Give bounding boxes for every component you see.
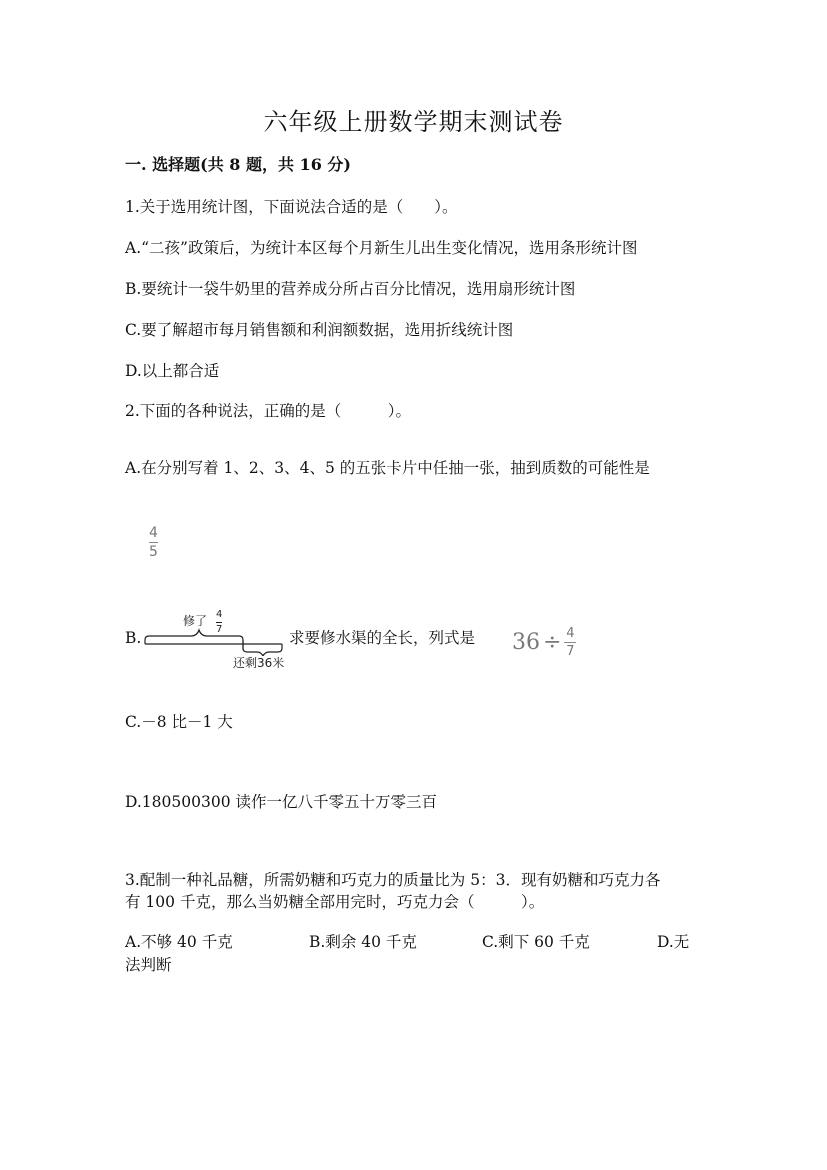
section-heading: 一. 选择题(共 8 题，共 16 分) [125,155,351,174]
diagram-top-label: 修了 [183,614,208,628]
formula-operator: ÷ [543,629,562,655]
fraction-numerator: 4 [149,525,158,541]
canal-diagram [143,610,293,670]
diagram-bottom-label: 还剩36米 [233,656,285,670]
fraction-bar [149,542,158,543]
question-2-option-d: D.180500300 读作一亿八千零五十万零三百 [125,793,437,811]
diagram-fraction-bar [216,622,222,623]
question-3-option-d-line2: 法判断 [125,956,172,974]
formula-fraction [564,626,576,659]
question-3-option-b: B.剩余 40 千克 [309,933,417,951]
formula-numerator: 4 [566,625,575,641]
question-3-option-a: A.不够 40 千克 [125,933,233,951]
question-1-option-a: A.“二孩”政策后，为统计本区每个月新生儿出生变化情况，选用条形统计图 [125,239,638,257]
question-3-option-c: C.剩下 60 千克 [482,933,590,951]
question-1-option-c: C.要了解超市每月销售额和利润额数据，选用折线统计图 [125,321,514,339]
fraction-denominator: 5 [149,544,158,560]
question-3-stem-line1: 3.配制一种礼品糖，所需奶糖和巧克力的质量比为 5：3．现有奶糖和巧克力各 [125,871,661,889]
question-2-stem: 2.下面的各种说法，正确的是（ ）。 [125,402,412,420]
question-3-stem-line2: 有 100 千克，那么当奶糖全部用完时，巧克力会（ ）。 [125,893,545,911]
formula-fraction-bar [564,642,576,643]
question-2-option-b-prefix: B. [125,629,142,647]
probability-fraction [149,526,158,559]
question-1-stem: 1.关于选用统计图，下面说法合适的是（ ）。 [125,198,458,216]
question-1-option-d: D.以上都合适 [125,362,220,380]
formula-denominator: 7 [566,643,575,659]
diagram-fraction-denominator: 7 [216,624,223,635]
diagram-fraction-numerator: 4 [216,609,223,620]
page-title: 六年级上册数学期末测试卷 [263,108,564,136]
question-3-option-d-line1: D.无 [657,933,690,951]
question-2-option-a: A.在分别写着 1、2、3、4、5 的五张卡片中任抽一张，抽到质数的可能性是 [125,459,650,477]
question-2-option-c: C.－8 比－1 大 [125,713,233,731]
question-2-option-b-text: 求要修水渠的全长，列式是 [289,629,476,647]
canal-brace-diagram [143,624,293,656]
question-1-option-b: B.要统计一袋牛奶里的营养成分所占百分比情况，选用扇形统计图 [125,280,576,298]
formula-whole: 36 [512,629,540,655]
division-formula [512,624,576,660]
